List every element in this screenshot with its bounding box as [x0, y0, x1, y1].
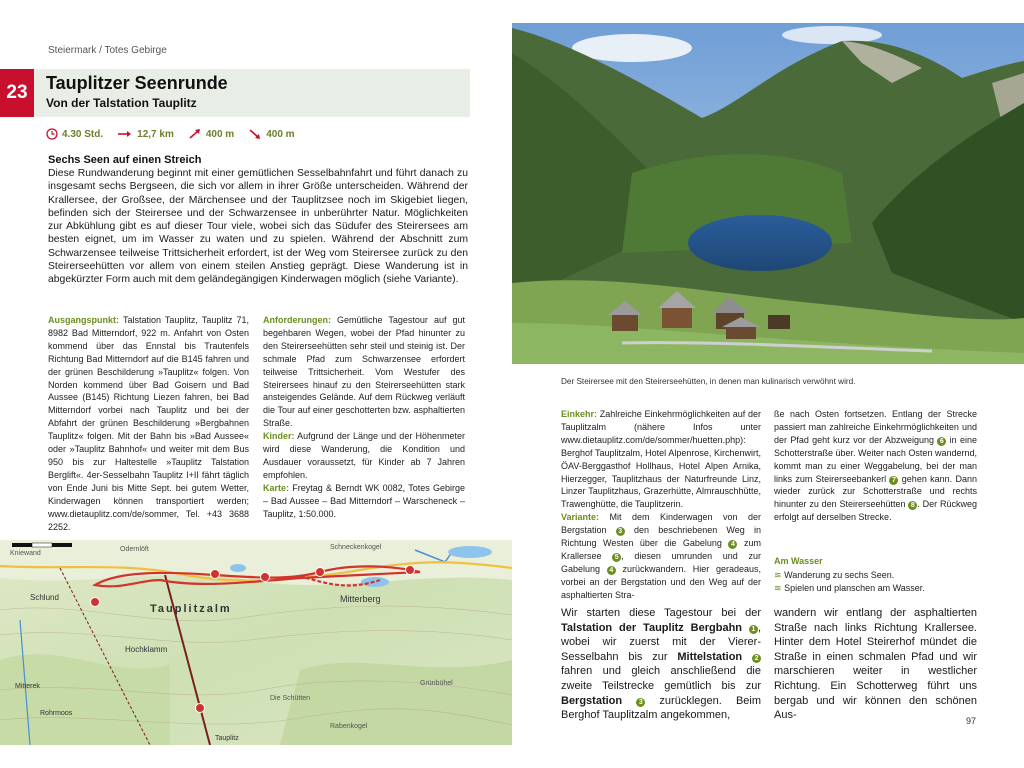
am-wasser-item-1-text: Wanderung zu sechs Seen.	[784, 570, 895, 580]
marker-8-badge: 8	[908, 501, 917, 510]
marker-4b-badge: 4	[607, 566, 616, 575]
info-left-column	[48, 314, 249, 533]
variante-text-a: Mit dem Kinderwagen von der Bergstation	[561, 512, 761, 536]
stat-distance	[117, 128, 174, 140]
svg-text:Grünbühel: Grünbühel	[420, 680, 453, 687]
anforderungen-text: Gemütliche Tagestour auf gut begehbaren Wegen, wobei der Pfad hinunter zu den Steirerseehütten sehr steil und steinig ist. Der schmale Pfad zum Schwarzensee erfordert teilweise Trittsicherheit. Vom Westufer des Steirersees hinauf zu den Steirerseehütten stark ansteigendes Gelände. Auf dem Rückweg verläuft die Tour auf einer geschotterten bzw. asphaltierten Straße.	[263, 315, 465, 429]
am-wasser-title: Am Wasser	[774, 556, 823, 566]
body-left-b: Talstation der Tauplitz Bergbahn	[561, 621, 743, 634]
map-marker-8	[406, 566, 415, 575]
arrow-down-right-icon	[248, 128, 262, 140]
karte-text: Freytag & Berndt WK 0082, Totes Gebirge – Bad Aussee – Bad Mitterndorf – Warscheneck – Tauplitz, 1:50.000.	[263, 482, 465, 519]
body-left-g: zurücklegen. Beim Berghof Tauplitzalm angekommen,	[561, 694, 762, 722]
page-title: Tauplitzer Seenrunde	[46, 73, 228, 93]
variante-block	[561, 511, 761, 601]
marker-1-badge: 1	[749, 625, 758, 634]
am-wasser-item-2-text: Spielen und planschen am Wasser.	[784, 583, 925, 593]
marker-4-badge: 4	[728, 540, 737, 549]
ausgangspunkt-text: Talstation Tauplitz, Tauplitz 71, 8982 Bad Mitterndorf, 922 m. Anfahrt von Osten kommend über das Ennstal bis Trautenfels Richtung Bad Mitterndorf auf die B145 fahren und der grünen Beschilderung »Tauplitz« folgen. Von Norden kommend über Bad Goisern und Bad Aussee (B145) Richtung Liezen fahren, bei Bad Mitterndorf vorbei nach Tauplitz und bei der Abfahrt der grünen Beschilderung »Bergbahnen Tauplitz« folgen. Mit der Bahn bis »Bad Aussee« oder »Tauplitz Bahnhof« und weiter mit dem Bus 950 bis zur Haltestelle »Tauplitz Talstation Berglift«. 4er-Sesselbahn Tauplitz I+II fährt täglich von Ende Juni bis Mitte Sept. bei gutem Wetter, Kinderwagen können transportiert werden; www.dietauplitz.com/de/sommer, Tel. +43 3688 2252.	[48, 315, 249, 532]
map-label-mitterek: Mitterek	[15, 683, 40, 690]
right-col-text-b: in eine Schotterstraße über. Weiter nach Osten wandernd, kommt man zu einer Weggabelung, bei der man links zum Steirerseebankerl	[774, 434, 977, 484]
wave-icon: ≋	[774, 570, 782, 580]
ausgangspunkt-label: Ausgangspunkt:	[48, 315, 119, 325]
marker-3b-badge: 3	[636, 698, 645, 707]
info-right-column	[263, 314, 465, 521]
map-marker-1	[91, 598, 100, 607]
karte-label: Karte:	[263, 482, 290, 493]
stat-ascent-value: 400 m	[205, 128, 235, 140]
svg-text:Rabenkogel: Rabenkogel	[330, 723, 368, 730]
variante-text-e: zurückwandern. Hier geradeaus, vorbei an der Bergstation und den Weg auf der asphaltierten Stra-	[561, 563, 761, 600]
variante-label: Variante:	[561, 512, 600, 523]
svg-text:Odernlöft: Odernlöft	[120, 546, 149, 553]
kinder-text: Aufgrund der Länge und der Höhenmeter wird diese Wanderung, die Kondition und Ausdauer voraussetzt, für Kinder ab 7 Jahren empfohlen.	[263, 431, 465, 480]
anforderungen-label: Anforderungen:	[263, 315, 331, 325]
marker-6-badge: 6	[937, 437, 946, 446]
map-label-hochklamm: Hochklamm	[125, 645, 168, 654]
breadcrumb: Steiermark / Totes Gebirge	[48, 45, 167, 56]
body-left-a: Wir starten diese Tagestour bei der	[561, 607, 761, 619]
intro-text: Diese Rundwanderung beginnt mit einer gemütlichen Sesselbahnfahrt und führt danach zu insgesamt sechs Bergseen, die sich vor allem in ihrer Größe unterscheiden. Während der Krallersee, der Großsee, der Märchensee und der Tauplitzsee noch im Skigebiet liegen, befinden sich der Steirersee und der Schwarzensee in unberührter Natur. Möglichkeiten zur Abkühlung gibt es auf dieser Tour viele, wobei sich das Südufer des Steirersees am besten eignet, um im Wasser zu waten und zu spielen. Während der Abschnitt zum Schwarzensee teilweise Trittsicherheit erfordert, ist der Weg vom Steirersee zurück zu den Steirerseehütten vor allem von einem steilen Anstieg geprägt. Diese Wanderung ist in abgekürzter Form auch mit dem geländegängigen Kinderwagen möglich (siehe Variante).	[48, 168, 468, 286]
marker-7-badge: 7	[889, 476, 898, 485]
route-map	[0, 540, 512, 745]
body-left-c: , wobei wir zuerst mit der Vierer-Sesselbahn bis zur	[561, 621, 761, 663]
svg-text:Die Schütten: Die Schütten	[270, 695, 311, 702]
map-label-schlund: Schlund	[30, 593, 59, 602]
right-info-column	[774, 408, 977, 524]
right-col-text-d: . Der Rückweg erfolgt auf derselben Strecke.	[774, 499, 977, 523]
tour-number: 23	[0, 69, 34, 117]
map-label-tauplitzalm: Tauplitzalm	[150, 603, 232, 615]
right-col-text-c: gehen kann. Dann wieder zurück zur Schotterstraße und rechts hinunter zu den Steirerseehütten	[774, 473, 977, 510]
map-label-mitterberg: Mitterberg	[340, 594, 381, 604]
photo-caption: Der Steirersee mit den Steirerseehütten, in denen man kulinarisch verwöhnt wird.	[561, 377, 856, 386]
einkehr-label: Einkehr:	[561, 409, 598, 419]
stat-distance-value: 12,7 km	[137, 128, 174, 140]
map-label-tauplitz: Tauplitz	[215, 735, 239, 742]
svg-text:Schneckenkogel: Schneckenkogel	[330, 544, 382, 551]
einkehr-block	[561, 408, 761, 511]
stat-descent-value: 400 m	[266, 128, 295, 140]
steirersee-photo	[512, 23, 1024, 364]
body-left-f: Bergstation	[561, 694, 623, 707]
am-wasser-item-1	[774, 570, 894, 581]
body-text-left	[561, 606, 761, 723]
stat-duration	[46, 128, 103, 140]
body-left-d: Mittelstation	[677, 650, 743, 663]
map-marker-9	[316, 568, 325, 577]
anforderungen-block	[263, 314, 465, 430]
page-subtitle: Von der Talstation Tauplitz	[46, 96, 197, 110]
kinder-label: Kinder:	[263, 431, 295, 442]
map-marker-2	[196, 704, 205, 713]
lake	[688, 215, 832, 271]
arrow-up-right-icon	[188, 128, 202, 140]
map-label-rohrmoos: Rohrmoos	[40, 710, 73, 717]
stat-ascent	[188, 128, 234, 140]
variante-text-d: , diesen umrunden und zur Gabelung	[561, 550, 761, 574]
stat-duration-value: 4.30 Std.	[62, 128, 104, 140]
right-col-text-a: ße nach Osten fortsetzen. Entlang der Strecke passiert man zahlreiche Einkehrmöglichkeiten und der Pfad geht kurz vor der Abzweigung	[774, 409, 977, 445]
marker-3-badge: 3	[616, 527, 625, 536]
karte-block	[263, 482, 465, 521]
topographic-map	[0, 540, 512, 745]
body-text-right: wandern wir entlang der asphaltierten Straße nach links Richtung Krallersee. Hinter dem Hotel Steirerhof mündet die Straße in einen schmalen Pfad und wir marschieren weiter in westlicher Richtung. Ein Schotterweg führt uns bergab und wir können den schönen Aus-	[774, 607, 977, 722]
variante-text-c: zum Krallersee	[561, 538, 761, 561]
arrow-right-icon	[117, 129, 133, 139]
page-number: 97	[966, 716, 977, 726]
scale-bar	[12, 543, 72, 547]
svg-text:Kniewand: Kniewand	[10, 550, 41, 557]
body-left-e: fahren und gleich anschließend die zweite Teilstrecke gemütlich bis zur	[561, 665, 761, 692]
kinder-block	[263, 430, 465, 482]
marker-5-badge: 5	[612, 553, 621, 562]
stat-descent	[248, 128, 294, 140]
wave-icon: ≋	[774, 583, 782, 593]
variante-text-b: den beschriebenen Weg in Richtung Westen über die Gabelung	[561, 525, 761, 549]
marker-2-badge: 2	[752, 654, 761, 663]
einkehr-variante-column	[561, 408, 761, 602]
clock-icon	[46, 128, 58, 140]
lake-photo	[512, 23, 1024, 364]
intro-heading: Sechs Seen auf einen Streich	[48, 154, 202, 166]
map-marker-6	[261, 573, 270, 582]
map-marker-3	[211, 570, 220, 579]
am-wasser-item-2	[774, 583, 925, 594]
tour-stats	[46, 128, 295, 140]
einkehr-text: Zahlreiche Einkehrmöglichkeiten auf der Tauplitzalm (nähere Infos unter www.dietauplitz.com/de/sommer/huetten.php): Berghof Tauplitzalm, Hotel Alpenrose, Kirchenwirt, ÖAV-Berggasthof Hollhaus, Hotel Alpen Arnika, Hierzegger, Tauplitzhaus der Naturfreunde Linz, Linzer Tauplitzhaus, Grazerhütte, Almrauschhütte, Trawenghütte, die Tauplitzerin.	[561, 409, 761, 510]
